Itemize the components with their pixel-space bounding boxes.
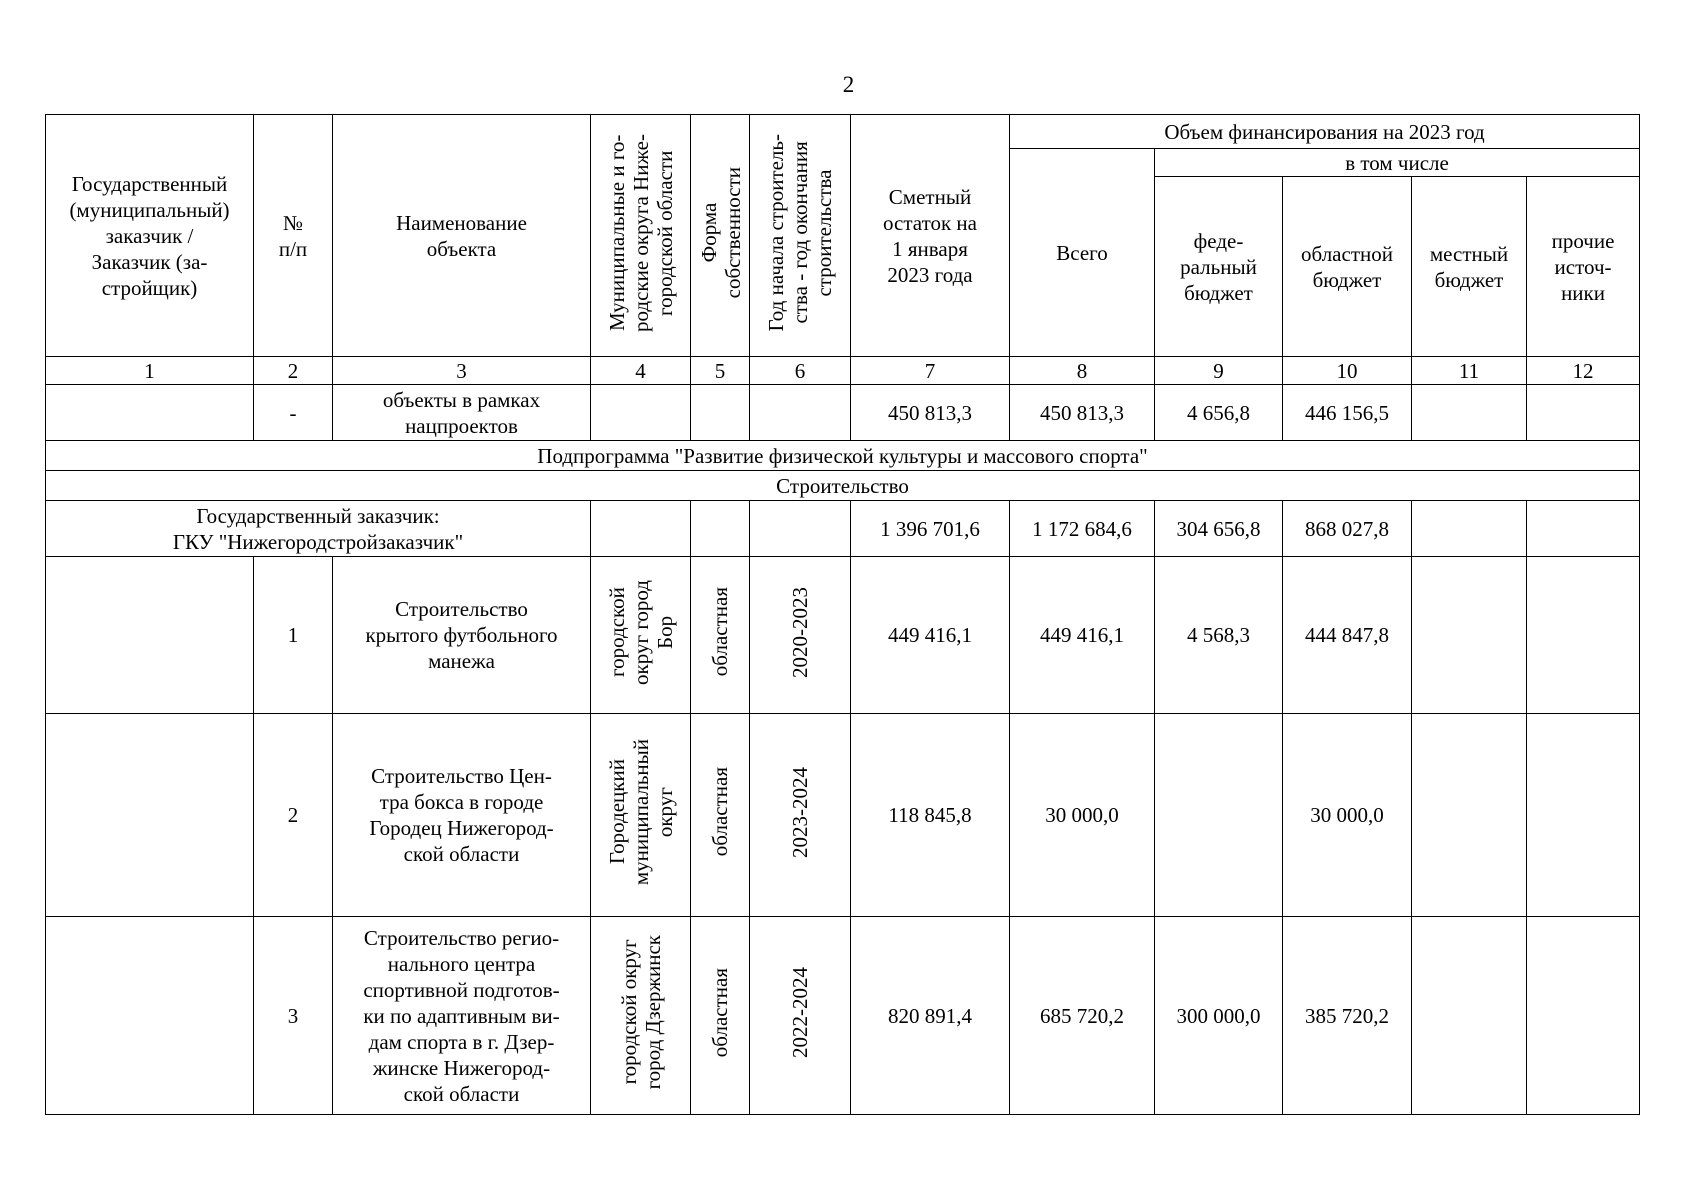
object-other <box>1527 917 1640 1115</box>
header-local: местный бюджет <box>1412 177 1527 357</box>
object-local <box>1412 557 1527 714</box>
header-customer: Государственный (муниципальный) заказчик / Заказчик (за- стройщик) <box>46 115 254 357</box>
object-other <box>1527 714 1640 917</box>
object-total: 30 000,0 <box>1010 714 1155 917</box>
object-number: 3 <box>254 917 333 1115</box>
customer-balance: 1 396 701,6 <box>851 501 1010 557</box>
header-regional: областной бюджет <box>1283 177 1412 357</box>
object-years: 2023-2024 <box>750 714 851 917</box>
object-total: 685 720,2 <box>1010 917 1155 1115</box>
financing-table <box>45 114 1640 1115</box>
object-ownership: областная <box>691 557 750 714</box>
table-row <box>46 917 1640 1115</box>
column-number: 7 <box>851 357 1010 385</box>
customer-years <box>750 501 851 557</box>
object-other <box>1527 557 1640 714</box>
summary-local <box>1412 385 1527 441</box>
object-ownership: областная <box>691 917 750 1115</box>
object-number: 2 <box>254 714 333 917</box>
summary-ownership <box>691 385 750 441</box>
table-row <box>46 557 1640 714</box>
object-number: 1 <box>254 557 333 714</box>
column-numbers-row <box>46 357 1640 385</box>
object-balance: 118 845,8 <box>851 714 1010 917</box>
header-districts: Муниципальные и го- родские округа Ниже- городской области <box>591 115 691 357</box>
object-customer <box>46 557 254 714</box>
header-years: Год начала строитель- ства - год окончания строительства <box>750 115 851 357</box>
header-ownership: Форма собственности <box>691 115 750 357</box>
column-number: 11 <box>1412 357 1527 385</box>
customer-total: 1 172 684,6 <box>1010 501 1155 557</box>
customer-district <box>591 501 691 557</box>
object-federal: 300 000,0 <box>1155 917 1283 1115</box>
header-other: прочие источ- ники <box>1527 177 1640 357</box>
customer-local <box>1412 501 1527 557</box>
header-row-1 <box>46 115 1640 149</box>
customer-federal: 304 656,8 <box>1155 501 1283 557</box>
object-regional: 444 847,8 <box>1283 557 1412 714</box>
column-number: 9 <box>1155 357 1283 385</box>
column-number: 4 <box>591 357 691 385</box>
object-regional: 385 720,2 <box>1283 917 1412 1115</box>
summary-total: 450 813,3 <box>1010 385 1155 441</box>
summary-name: объекты в рамках нацпроектов <box>333 385 591 441</box>
table-row <box>46 714 1640 917</box>
header-funding: Объем финансирования на 2023 год <box>1010 115 1640 149</box>
summary-district <box>591 385 691 441</box>
object-name: Строительство Цен- тра бокса в городе Городец Нижегород- ской области <box>333 714 591 917</box>
summary-number: - <box>254 385 333 441</box>
object-name: Строительство крытого футбольного манежа <box>333 557 591 714</box>
subprogram-row <box>46 441 1640 471</box>
object-district: городской округ город Бор <box>591 557 691 714</box>
column-number: 5 <box>691 357 750 385</box>
object-years: 2020-2023 <box>750 557 851 714</box>
column-number: 12 <box>1527 357 1640 385</box>
customer-regional: 868 027,8 <box>1283 501 1412 557</box>
object-years: 2022-2024 <box>750 917 851 1115</box>
header-federal: феде- ральный бюджет <box>1155 177 1283 357</box>
object-name: Строительство регио- нального центра спортивной подготов- ки по адаптивным ви- дам спорта в г. Дзер- жинске Нижегород- ской области <box>333 917 591 1115</box>
summary-years <box>750 385 851 441</box>
object-ownership: областная <box>691 714 750 917</box>
object-customer <box>46 917 254 1115</box>
object-federal: 4 568,3 <box>1155 557 1283 714</box>
customer-name: Государственный заказчик: ГКУ "Нижегородстройзаказчик" <box>46 501 591 557</box>
object-local <box>1412 714 1527 917</box>
section-title: Строительство <box>46 471 1640 501</box>
customer-row <box>46 501 1640 557</box>
header-number: № п/п <box>254 115 333 357</box>
summary-regional: 446 156,5 <box>1283 385 1412 441</box>
customer-other <box>1527 501 1640 557</box>
column-number: 6 <box>750 357 851 385</box>
object-regional: 30 000,0 <box>1283 714 1412 917</box>
column-number: 1 <box>46 357 254 385</box>
column-number: 2 <box>254 357 333 385</box>
header-total: Всего <box>1010 149 1155 357</box>
summary-other <box>1527 385 1640 441</box>
column-number: 10 <box>1283 357 1412 385</box>
column-number: 8 <box>1010 357 1155 385</box>
page-number: 2 <box>842 72 855 97</box>
object-district: Городецкий муниципальный округ <box>591 714 691 917</box>
header-balance: Сметный остаток на 1 января 2023 года <box>851 115 1010 357</box>
column-number: 3 <box>333 357 591 385</box>
object-balance: 449 416,1 <box>851 557 1010 714</box>
object-total: 449 416,1 <box>1010 557 1155 714</box>
section-row <box>46 471 1640 501</box>
object-balance: 820 891,4 <box>851 917 1010 1115</box>
object-customer <box>46 714 254 917</box>
customer-ownership <box>691 501 750 557</box>
header-object-name: Наименование объекта <box>333 115 591 357</box>
subprogram-title: Подпрограмма "Развитие физической культуры и массового спорта" <box>46 441 1640 471</box>
object-local <box>1412 917 1527 1115</box>
header-including: в том числе <box>1155 149 1640 177</box>
summary-federal: 4 656,8 <box>1155 385 1283 441</box>
object-federal <box>1155 714 1283 917</box>
summary-row <box>46 385 1640 441</box>
object-district: городской округ город Дзержинск <box>591 917 691 1115</box>
summary-customer <box>46 385 254 441</box>
summary-balance: 450 813,3 <box>851 385 1010 441</box>
